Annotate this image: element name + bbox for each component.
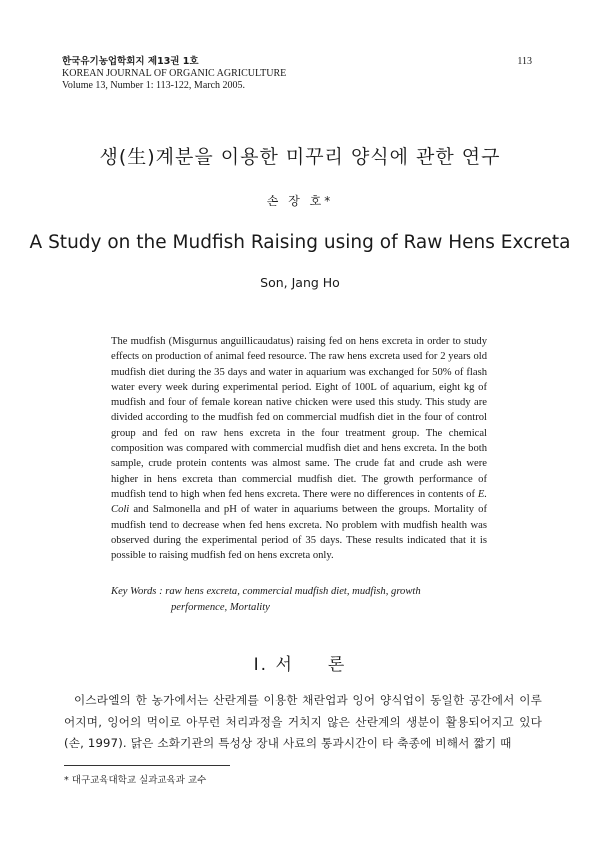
keywords-line-2: performence, Mortality <box>171 601 270 613</box>
section-heading-start: I. 서 <box>253 655 294 675</box>
footnote: * 대구교육대학교 실과교육과 교수 <box>64 775 207 786</box>
abstract <box>111 334 487 563</box>
abstract-text-2: and Salmonella and pH of water in aquariums between the groups. Mortality of mudfish tend to decrease when fed hens excreta. No problem with mudfish health was observed during the experimental period of 35 days. These results indicated that it is possible to raising mudfish fed on hens excreta only. <box>111 504 488 562</box>
section-heading <box>0 650 600 675</box>
keywords <box>111 584 491 615</box>
section-heading-end: 론 <box>327 655 347 675</box>
volume-info: Volume 13, Number 1: 113-122, March 2005. <box>62 80 246 91</box>
body-paragraph: 이스라엘의 한 농가에서는 산란계를 이용한 채란업과 잉어 양식업이 동일한 공간에서 이루어지며, 잉어의 먹이로 아무런 처리과정을 거치지 않은 산란계의 생분이 활용되어지고 있다(손, 1997). 닭은 소화기관의 특성상 장내 사료의 통과시간이 타 축종에 비해서 짧기 때 <box>64 693 542 750</box>
author-korean: 손 장 호* <box>266 194 334 208</box>
journal-name-english: KOREAN JOURNAL OF ORGANIC AGRICULTURE <box>62 68 287 79</box>
title-korean: 생(生)계분을 이용한 미꾸리 양식에 관한 연구 <box>99 146 501 168</box>
keywords-label: Key Words : <box>111 586 163 597</box>
page-number: 113 <box>517 56 532 67</box>
journal-header <box>62 56 286 92</box>
abstract-text-1: The mudfish (Misgurnus anguillicaudatus) raising fed on hens excreta in order to study effects on production of animal feed resource. The raw hens excreta used for 2 years old mudfish diet during the 35 days and water in aquarium was exchanged for 50% of flash water every week during experimental period. Eight of 100L of aquarium, eight kg of mudfish and four of female korean native chicken were used this study. This study are divided according to the mudfish fed on commercial mudfish diet in the four of control group and fed on raw hens excreta in the four treatment group. The chemical composition was compared with commercial mudfish diet and hens excreta. In the both sample, crude protein contents was almost same. The crude fat and crude ash were higher in hens excreta than commercial mudfish diet. The growth performance of mudfish tend to high when fed hens excreta. There were no differences in contents of <box>111 336 487 500</box>
keywords-line-1: raw hens excreta, commercial mudfish diet, mudfish, growth <box>165 586 421 597</box>
footnote-divider <box>64 765 230 766</box>
journal-name-korean: 한국유기농업학회지 제13권 1호 <box>62 56 199 67</box>
author-english: Son, Jang Ho <box>260 275 340 290</box>
title-english: A Study on the Mudfish Raising using of Raw Hens Excreta <box>29 232 571 253</box>
abstract-ecoli: E. Coli <box>111 488 487 516</box>
